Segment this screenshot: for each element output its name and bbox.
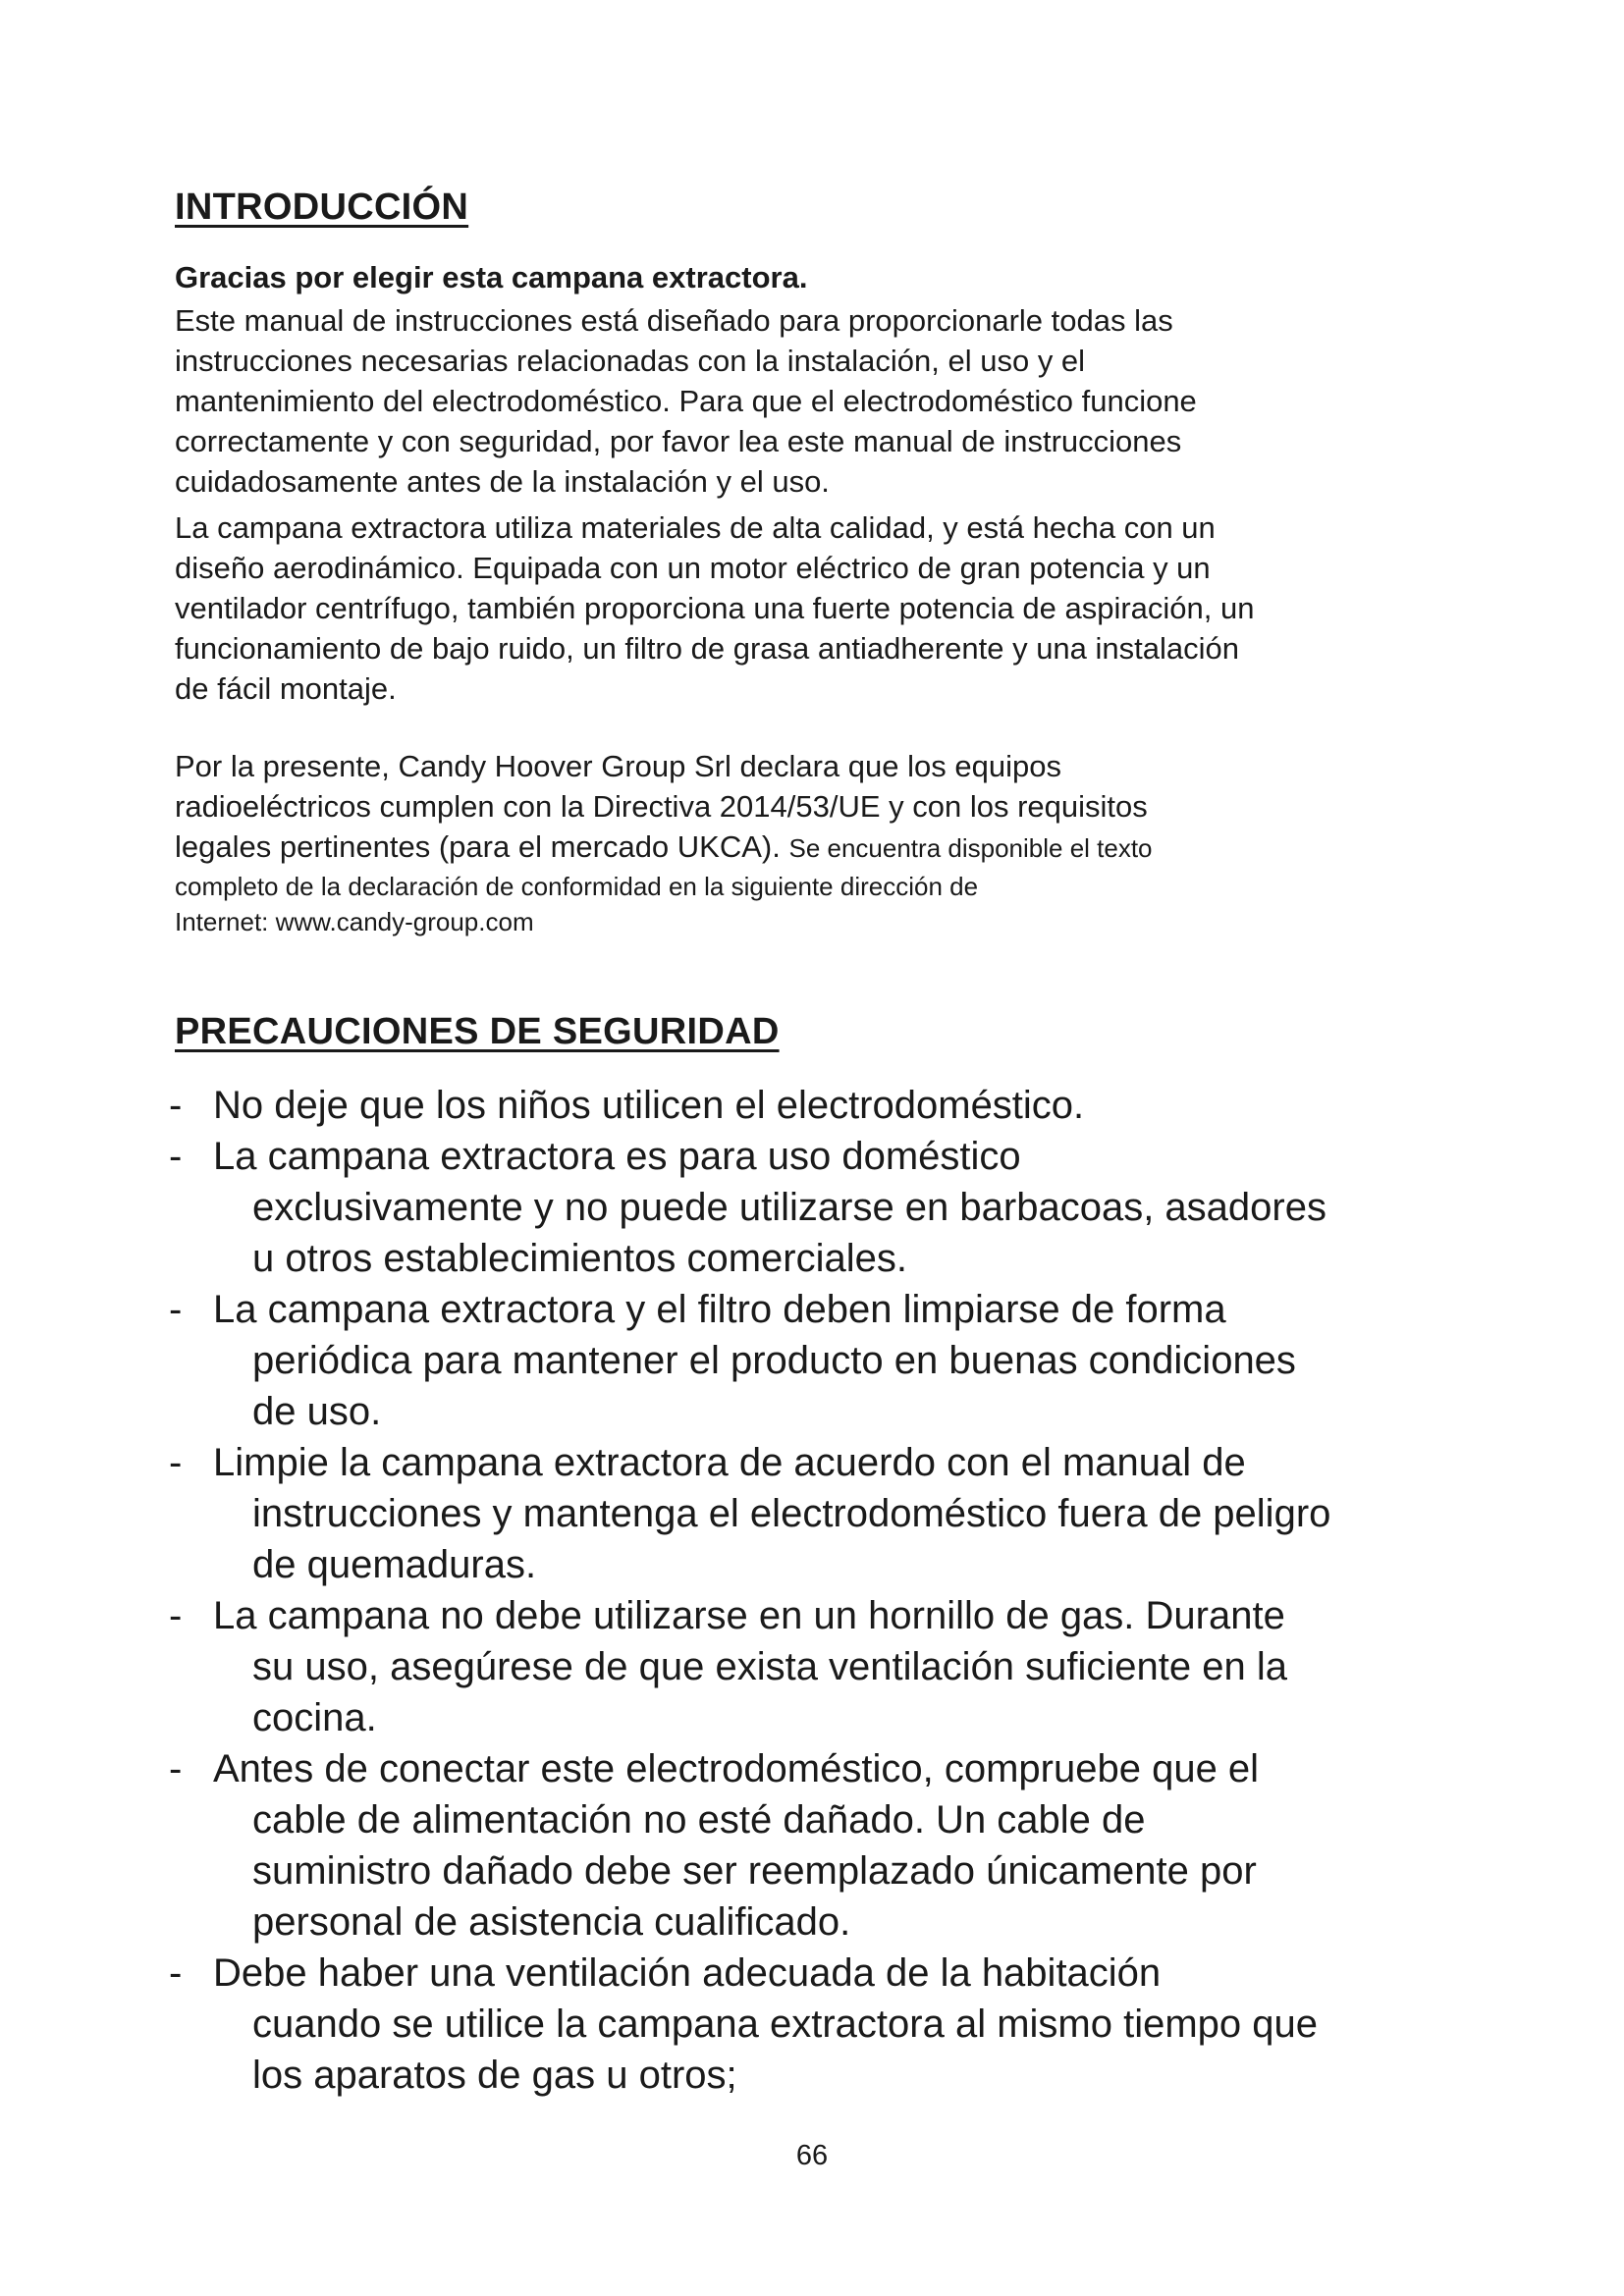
intro-lead: Gracias por elegir esta campana extractora. xyxy=(175,260,808,294)
safety-item-continuation-line: los aparatos de gas u otros; xyxy=(252,2054,737,2097)
safety-list-item xyxy=(169,1437,1485,1590)
safety-item-continuation-line: u otros establecimientos comerciales. xyxy=(252,1237,907,1280)
safety-list-item xyxy=(169,1948,1485,2101)
safety-item-continuation-line: suministro dañado debe ser reemplazado únicamente por xyxy=(252,1849,1257,1893)
declaration-line-small: Se encuentra disponible el texto xyxy=(788,833,1153,863)
safety-item-continuation-line: cable de alimentación no esté dañado. Un cable de xyxy=(252,1798,1146,1842)
safety-item-continuation-line: cuando se utilice la campana extractora al mismo tiempo que xyxy=(252,2002,1318,2046)
intro-heading: INTRODUCCIÓN xyxy=(175,187,469,228)
declaration-line: completo de la declaración de conformidad en la siguiente dirección de xyxy=(175,872,979,901)
safety-item-first-line: Limpie la campana extractora de acuerdo con el manual de xyxy=(213,1441,1246,1484)
intro-line: diseño aerodinámico. Equipada con un motor eléctrico de gran potencia y un xyxy=(175,551,1211,585)
safety-list-item xyxy=(169,1131,1485,1284)
declaration-line xyxy=(175,827,1451,869)
intro-line: correctamente y con seguridad, por favor lea este manual de instrucciones xyxy=(175,424,1182,458)
intro-line: ventilador centrífugo, también proporciona una fuerte potencia de aspiración, un xyxy=(175,591,1255,625)
safety-item-continuation-line: de uso. xyxy=(252,1390,382,1433)
safety-item-continuation-line: cocina. xyxy=(252,1696,377,1739)
safety-item-first-line: Debe haber una ventilación adecuada de la habitación xyxy=(213,1951,1162,1995)
safety-item-first-line: La campana extractora y el filtro deben limpiarse de forma xyxy=(213,1288,1226,1331)
intro-line: La campana extractora utiliza materiales de alta calidad, y está hecha con un xyxy=(175,510,1216,545)
list-dash: - xyxy=(169,1594,183,1637)
list-dash: - xyxy=(169,1747,183,1790)
safety-item-continuation-line: personal de asistencia cualificado. xyxy=(252,1900,851,1944)
declaration-line: radioeléctricos cumplen con la Directiva 2014/53/UE y con los requisitos xyxy=(175,789,1148,824)
list-dash: - xyxy=(169,1951,183,1995)
list-dash: - xyxy=(169,1288,183,1331)
intro-line: funcionamiento de bajo ruido, un filtro de grasa antiadherente y una instalación xyxy=(175,631,1240,666)
safety-item-continuation-line: de quemaduras. xyxy=(252,1543,537,1586)
intro-paragraph-2 xyxy=(175,507,1451,709)
safety-item-continuation-line: instrucciones y mantenga el electrodoméstico fuera de peligro xyxy=(252,1492,1331,1535)
list-dash: - xyxy=(169,1084,183,1127)
declaration-url-line: Internet: www.candy-group.com xyxy=(175,907,534,936)
intro-line: mantenimiento del electrodoméstico. Para que el electrodoméstico funcione xyxy=(175,384,1197,418)
safety-list-item xyxy=(169,1284,1485,1437)
declaration-line: Por la presente, Candy Hoover Group Srl declara que los equipos xyxy=(175,749,1061,783)
declaration-line-main: legales pertinentes (para el mercado UKCA). xyxy=(175,829,781,864)
safety-item-continuation-line: exclusivamente y no puede utilizarse en barbacoas, asadores xyxy=(252,1186,1326,1229)
safety-list-item xyxy=(169,1590,1485,1743)
safety-item-first-line: La campana extractora es para uso doméstico xyxy=(213,1135,1021,1178)
safety-item-first-line: No deje que los niños utilicen el electrodoméstico. xyxy=(213,1084,1085,1127)
list-dash: - xyxy=(169,1441,183,1484)
safety-item-first-line: La campana no debe utilizarse en un hornillo de gas. Durante xyxy=(213,1594,1285,1637)
intro-paragraph-1 xyxy=(175,300,1451,502)
safety-item-continuation-line: periódica para mantener el producto en buenas condiciones xyxy=(252,1339,1296,1382)
safety-item-continuation-line: su uso, asegúrese de que exista ventilación suficiente en la xyxy=(252,1645,1288,1688)
intro-line: instrucciones necesarias relacionadas con la instalación, el uso y el xyxy=(175,344,1086,378)
safety-list-item xyxy=(169,1743,1485,1948)
intro-line: Este manual de instrucciones está diseñado para proporcionarle todas las xyxy=(175,303,1173,338)
intro-line: cuidadosamente antes de la instalación y el uso. xyxy=(175,464,830,499)
declaration-paragraph xyxy=(175,746,1451,939)
safety-list xyxy=(169,1080,1485,2101)
safety-list-item xyxy=(169,1080,1485,1131)
safety-item-first-line: Antes de conectar este electrodoméstico, compruebe que el xyxy=(213,1747,1260,1790)
list-dash: - xyxy=(169,1135,183,1178)
page-number: 66 xyxy=(795,2140,829,2171)
safety-heading: PRECAUCIONES DE SEGURIDAD xyxy=(175,1011,780,1052)
intro-line: de fácil montaje. xyxy=(175,671,397,706)
